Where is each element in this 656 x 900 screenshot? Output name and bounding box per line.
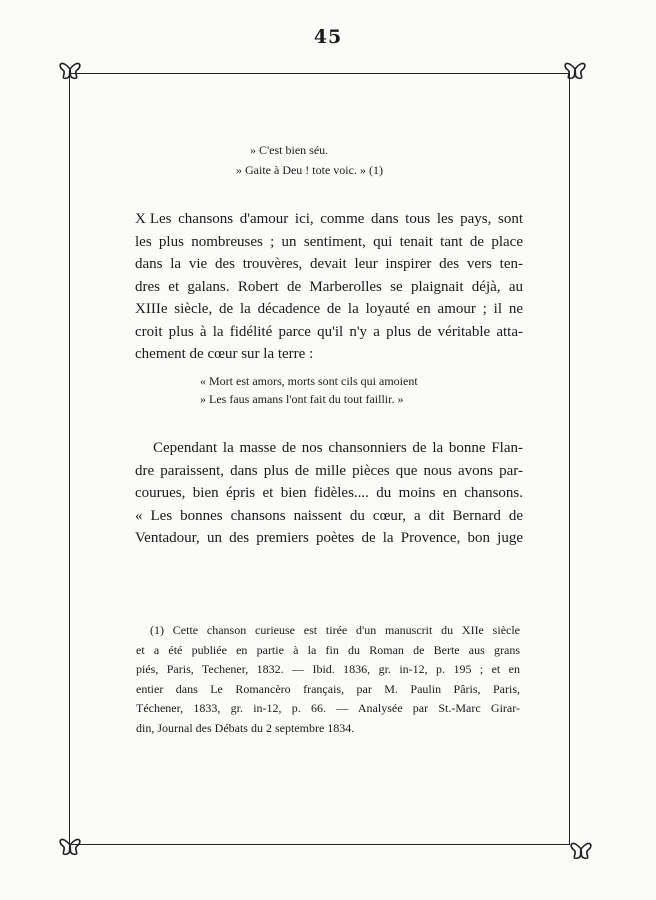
paragraph-2-line: courues, bien épris et bien fidèles.... du moins en chansons. [135,485,523,501]
paragraph-2 [135,437,523,550]
corner-ornament-top-left-icon [57,56,83,82]
verse-2-line-1: « Mort est amors, morts sont cils qui amoient [200,374,418,388]
paragraph-1-line: dans la vie des trouvères, devait leur inspirer des vers ten- [135,256,523,272]
paragraph-2-line: dre paraissent, dans plus de mille pièces que nous avons par- [135,462,523,479]
footnote-line: et a été publiée en partie à la fin du Roman de Berte aus grans [136,642,520,657]
paragraph-1-line: XIIIe siècle, de la décadence de la loyauté en amour ; il ne [135,301,523,317]
footnote-line: (1) Cette chanson curieuse est tirée d'un manuscrit du XIIe siècle [150,623,520,637]
footnote-line: entier dans Le Romancèro français, par M. Paulin Pâris, Paris, [136,681,520,696]
page-number: 45 [313,26,343,48]
paragraph-1-line: croit plus à la fidélité parce qu'il n'y a plus de véritable atta- [135,323,523,340]
verse-1-line-2: » Gaite à Deu ! tote voic. » (1) [236,163,383,177]
paragraph-2-line: « Les bonnes chansons naissent du cœur, a dit Bernard de [135,507,523,524]
paragraph-2-line: Ventadour, un des premiers poètes de la Provence, bon juge [135,530,523,546]
paragraph-1-line: chement de cœur sur la terre : [135,346,314,362]
verse-1-line-1: » C'est bien séu. [250,143,329,157]
paragraph-1-line: les plus nombreuses ; un sentiment, qui tenait tant de place [135,233,523,250]
corner-ornament-bottom-left-icon [57,832,83,858]
footnote-line: din, Journal des Débats du 2 septembre 1834. [136,720,355,735]
margin-mark: X [135,211,146,227]
verse-2-line-2: » Les faus amans l'ont fait du tout faillir. » [200,392,404,406]
paragraph-1-line: X Les chansons d'amour ici, comme dans tous les pays, sont [135,211,523,227]
footnote [136,621,520,738]
paragraph-2-line: Cependant la masse de nos chansonniers de la bonne Flan- [153,440,523,456]
corner-ornament-bottom-right-icon [568,836,594,862]
corner-ornament-top-right-icon [562,56,588,82]
paragraph-1-line: dres et galans. Robert de Marberolles se plaignait déjà, au [135,278,523,295]
footnote-line: piés, Paris, Techener, 1832. — Ibid. 1836, gr. in-12, p. 195 ; et en [136,662,520,676]
footnote-line: Téchener, 1833, gr. in-12, p. 66. — Analysée par St.-Marc Girar- [136,701,520,715]
paragraph-1 [135,208,523,366]
